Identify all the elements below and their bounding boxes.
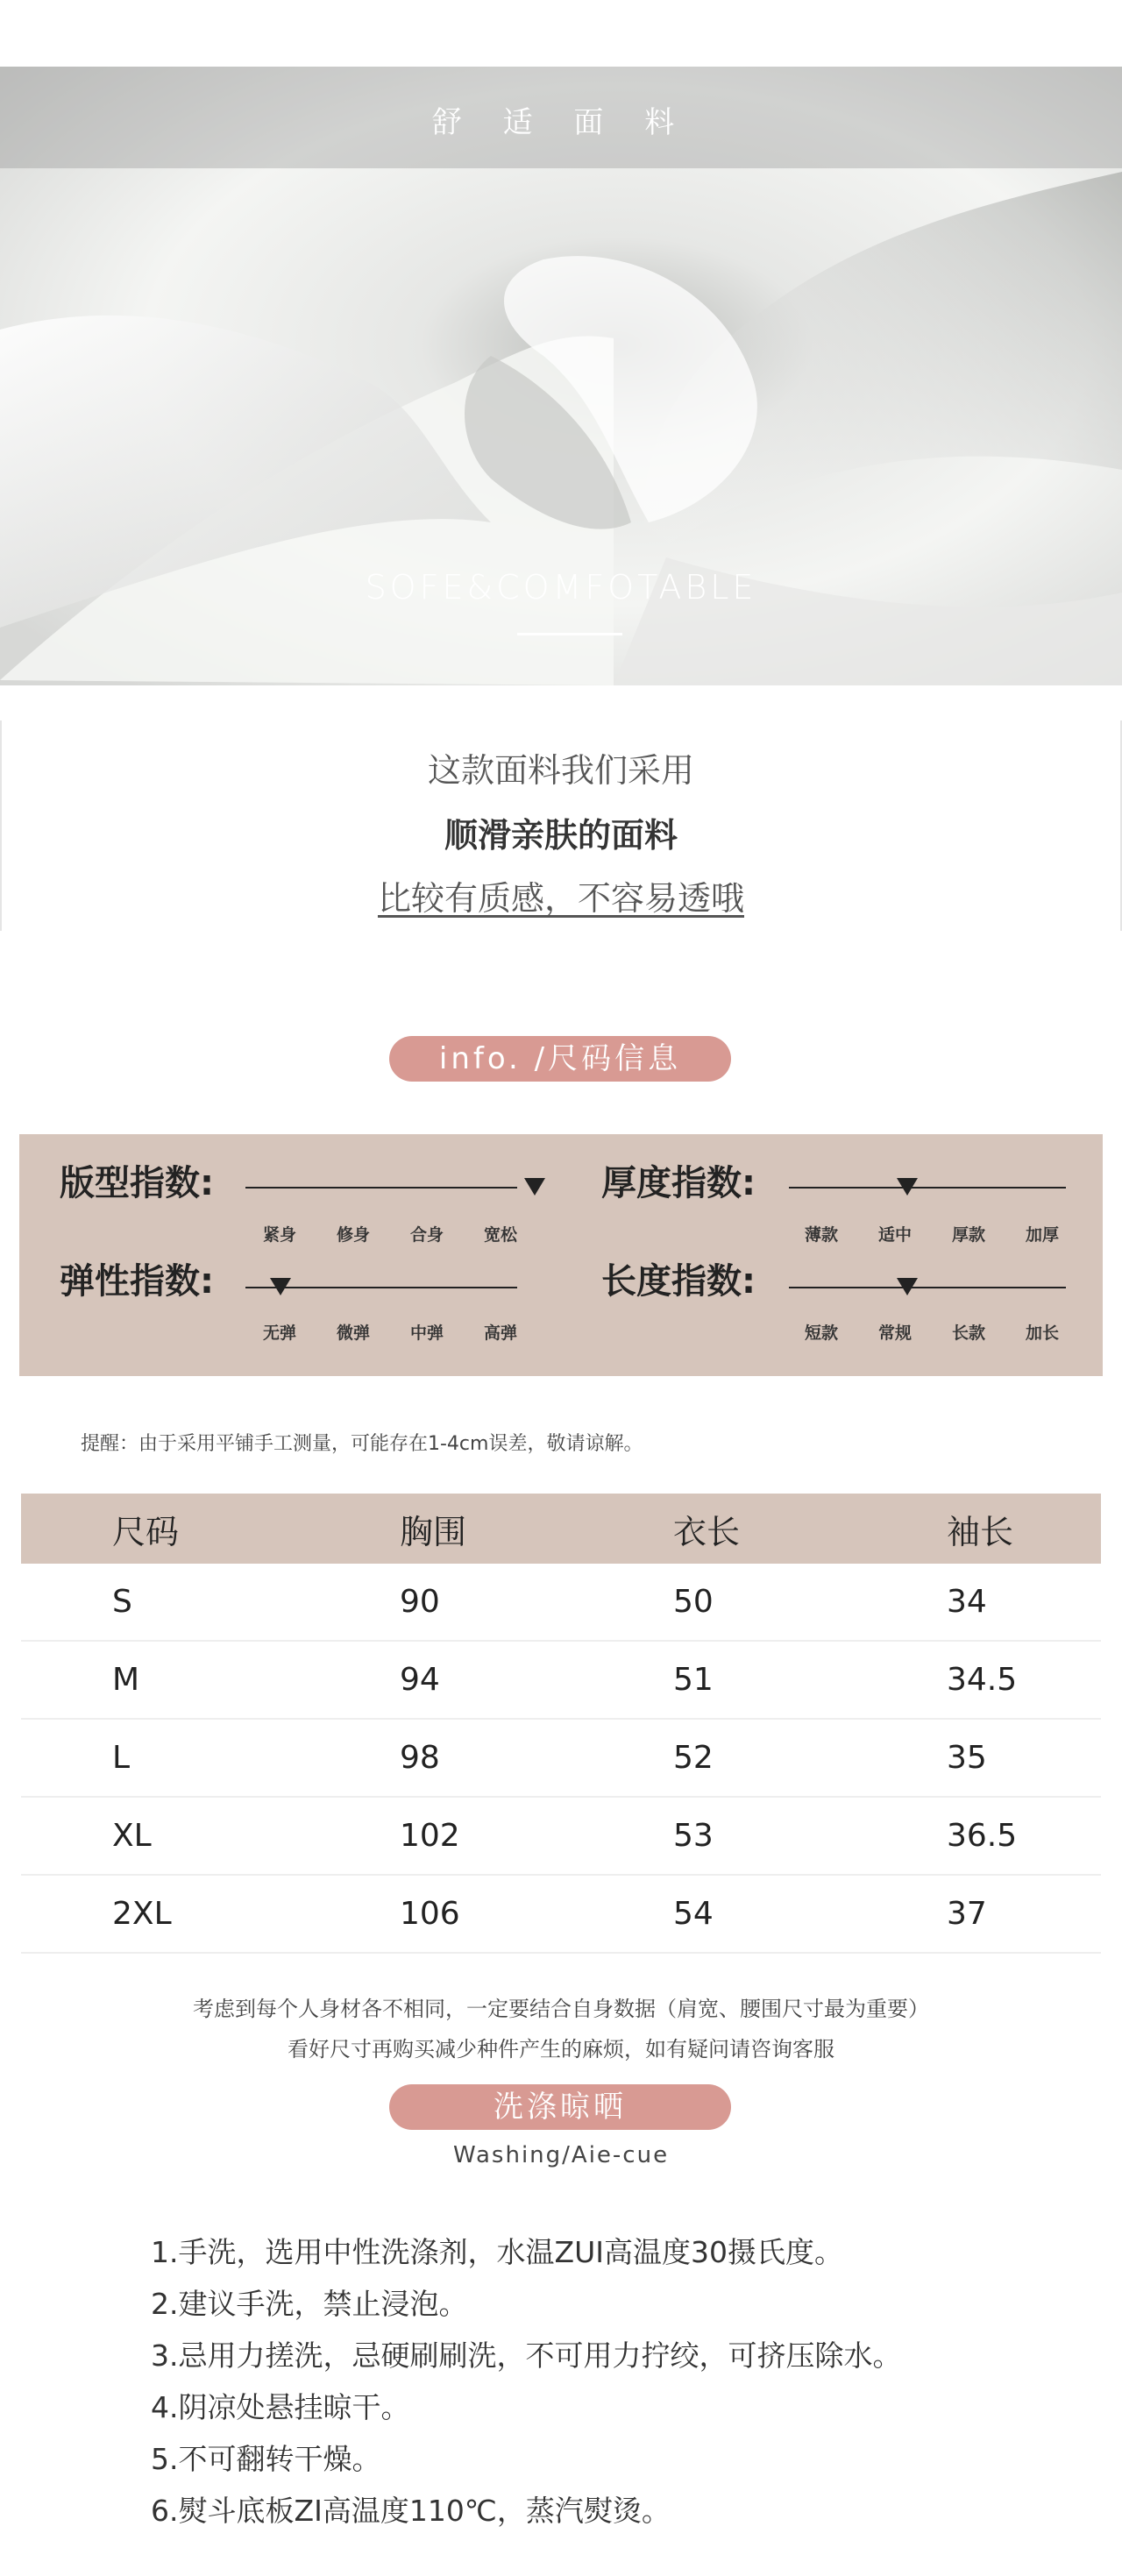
hero-subtitle: SOFE&COMFOTABLE [365,568,757,607]
wash-banner: 洗涤晾晒 [389,2084,731,2130]
cell-size: M [112,1662,140,1698]
table-row [21,1876,1101,1954]
cell-size: XL [112,1818,152,1854]
cell-chest: 102 [400,1818,460,1854]
fit-tick: 修身 [336,1225,370,1245]
thickness-index-marker [897,1178,918,1196]
cell-length: 51 [673,1662,714,1698]
cell-chest: 98 [400,1740,440,1776]
thickness-tick: 薄款 [805,1225,839,1245]
cell-chest: 90 [400,1584,440,1620]
fit-index-marker [524,1178,545,1196]
length-index-marker [897,1278,918,1295]
thickness-tick: 厚款 [951,1225,985,1245]
size-table [21,1494,1101,1954]
thickness-index-ticks [805,1222,1059,1245]
intro-line-1: 这款面料我们采用 [427,751,694,790]
elasticity-index-marker [270,1278,291,1295]
size-note-2: 看好尺寸再购买减少种件产生的麻烦，如有疑问请咨询客服 [288,2037,834,2062]
cell-sleeve: 34.5 [947,1662,1018,1698]
elasticity-tick: 微弹 [336,1323,370,1343]
thickness-index-label: 厚度指数: [601,1163,756,1203]
cell-size: 2XL [112,1896,172,1932]
list-item: 5.不可翻转干燥。 [151,2442,381,2476]
header-chest: 胸围 [400,1512,467,1551]
hero-title: 舒 适 面 料 [431,105,691,140]
header-size: 尺码 [112,1512,180,1551]
list-item: 4.阴凉处悬挂晾干。 [151,2390,410,2424]
thickness-index-line [789,1187,1066,1189]
table-row [21,1642,1101,1720]
fit-tick: 紧身 [263,1225,297,1245]
list-item: 1.手洗，选用中性洗涤剂，水温ZUI高温度30摄氏度。 [151,2235,843,2269]
cell-length: 52 [673,1740,714,1776]
info-banner: info. /尺码信息 [389,1036,731,1082]
fit-index-ticks [263,1222,517,1245]
intro-line-3-text: 比较有质感，不容易透哦 [377,879,744,918]
measurement-tip: 提醒：由于采用平铺手工测量，可能存在1-4cm误差，敬请谅解。 [81,1433,643,1455]
table-row [21,1564,1101,1642]
hero-underline [517,633,622,635]
header-sleeve: 袖长 [947,1512,1014,1551]
cell-chest: 94 [400,1662,440,1698]
cell-length: 53 [673,1818,714,1854]
list-item: 3.忌用力搓洗，忌硬刷刷洗，不可用力拧绞，可挤压除水。 [151,2338,902,2373]
size-note-1: 考虑到每个人身材各不相同，一定要结合自身数据（肩宽、腰围尺寸最为重要） [193,1997,929,2021]
wash-subtitle: Washing/Aie-cue [452,2142,670,2168]
cell-size: L [112,1740,131,1776]
list-item: 2.建议手洗，禁止浸泡。 [151,2287,468,2321]
length-tick: 加长 [1025,1323,1059,1343]
length-index-line [789,1287,1066,1288]
cell-sleeve: 34 [947,1584,987,1620]
elasticity-index-label: 弹性指数: [60,1261,214,1302]
table-header [21,1494,1101,1564]
intro-line-2: 顺滑亲肤的面料 [444,816,678,855]
cell-length: 54 [673,1896,714,1932]
fabric-hero-image [0,67,1122,685]
fit-index-line [245,1187,517,1189]
cell-sleeve: 35 [947,1740,987,1776]
length-tick: 短款 [805,1323,839,1343]
elasticity-tick: 中弹 [409,1323,444,1343]
intro-line-3 [0,871,1122,919]
length-tick: 长款 [951,1323,985,1343]
fit-index-label: 版型指数: [60,1163,214,1203]
list-item: 6.熨斗底板ZI高温度110℃，蒸汽熨烫。 [151,2494,671,2528]
elasticity-index-ticks [263,1320,517,1344]
thickness-tick: 适中 [877,1225,912,1245]
header-length: 衣长 [673,1512,741,1551]
cell-sleeve: 37 [947,1896,987,1932]
length-index-ticks [805,1320,1059,1344]
wash-instructions [151,2226,902,2537]
length-index-label: 长度指数: [601,1261,756,1302]
thickness-tick: 加厚 [1025,1225,1059,1245]
elasticity-tick: 无弹 [263,1323,297,1343]
table-row [21,1720,1101,1798]
fit-tick: 合身 [409,1225,444,1245]
elasticity-tick: 高弹 [483,1323,517,1343]
fit-tick: 宽松 [483,1225,517,1245]
cell-sleeve: 36.5 [947,1818,1018,1854]
cell-size: S [112,1584,132,1620]
table-row [21,1798,1101,1876]
cell-chest: 106 [400,1896,460,1932]
index-panel [19,1134,1103,1376]
cell-length: 50 [673,1584,714,1620]
length-tick: 常规 [877,1323,912,1343]
